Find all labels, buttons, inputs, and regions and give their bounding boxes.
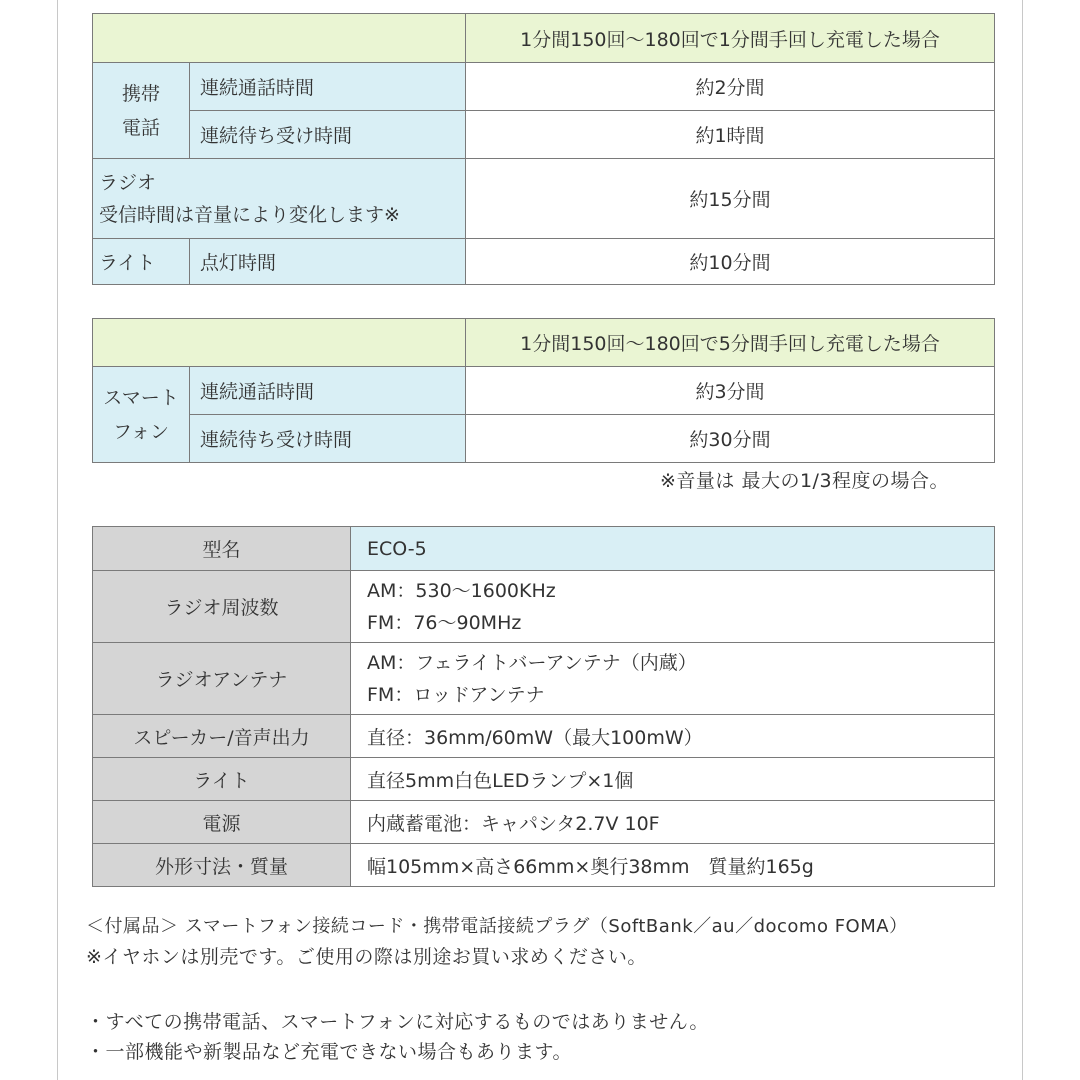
spec-label-power: 電源 bbox=[93, 801, 351, 844]
spec-label-model: 型名 bbox=[93, 527, 351, 571]
spec-label-dimensions: 外形寸法・質量 bbox=[93, 844, 351, 887]
spec-label-radio-antenna: ラジオアンテナ bbox=[93, 643, 351, 715]
charge-condition-header: 1分間150回〜180回で5分間手回し充電した場合 bbox=[466, 319, 995, 367]
spec-value-power: 内蔵蓄電池：キャパシタ2.7V 10F bbox=[351, 801, 995, 844]
spec-value-light: 直径5mm白色LEDランプ×1個 bbox=[351, 758, 995, 801]
earphone-note: ※イヤホンは別売です。ご使用の際は別途お買い求めください。 bbox=[86, 946, 647, 968]
spec-label-speaker: スピーカー/音声出力 bbox=[93, 715, 351, 758]
charging-note: ・一部機能や新製品など充電できない場合もあります。 bbox=[86, 1041, 572, 1063]
row-label-standby-time: 連続待ち受け時間 bbox=[190, 415, 466, 463]
compatibility-note: ・すべての携帯電話、スマートフォンに対応するものではありません。 bbox=[86, 1011, 709, 1033]
spec-label-radio-frequency: ラジオ周波数 bbox=[93, 571, 351, 643]
row-value-standby-time: 約1時間 bbox=[466, 111, 995, 159]
row-value-talk-time: 約3分間 bbox=[466, 367, 995, 415]
row-value-talk-time: 約2分間 bbox=[466, 63, 995, 111]
group-smartphone: スマート フォン bbox=[93, 367, 190, 463]
row-value-radio: 約15分間 bbox=[466, 159, 995, 239]
spec-value-radio-antenna: AM：フェライトバーアンテナ（内蔵） FM：ロッドアンテナ bbox=[351, 643, 995, 715]
row-value-light-time: 約10分間 bbox=[466, 239, 995, 285]
row-label-light-time: 点灯時間 bbox=[190, 239, 466, 285]
notes-block bbox=[86, 912, 908, 1067]
row-label-standby-time: 連続待ち受け時間 bbox=[190, 111, 466, 159]
spec-value-speaker: 直径：36mm/60mW（最大100mW） bbox=[351, 715, 995, 758]
volume-footnote: ※音量は 最大の1/3程度の場合。 bbox=[660, 470, 950, 492]
spec-table bbox=[92, 526, 995, 887]
row-label-talk-time: 連続通話時間 bbox=[190, 367, 466, 415]
group-mobile-phone: 携帯 電話 bbox=[93, 63, 190, 159]
row-label-radio: ラジオ 受信時間は音量により変化します※ bbox=[93, 159, 466, 239]
charge-condition-header: 1分間150回〜180回で1分間手回し充電した場合 bbox=[466, 14, 995, 63]
charge-table-1min bbox=[92, 13, 995, 285]
spec-value-radio-frequency: AM：530〜1600KHz FM：76〜90MHz bbox=[351, 571, 995, 643]
spec-value-model: ECO-5 bbox=[351, 527, 995, 571]
accessories-note: ＜付属品＞ スマートフォン接続コード・携帯電話接続プラグ（SoftBank／au／docomo FOMA） bbox=[86, 916, 908, 937]
header-blank bbox=[93, 14, 466, 63]
header-blank bbox=[93, 319, 466, 367]
row-label-talk-time: 連続通話時間 bbox=[190, 63, 466, 111]
group-light: ライト bbox=[93, 239, 190, 285]
charge-table-5min bbox=[92, 318, 995, 463]
row-value-standby-time: 約30分間 bbox=[466, 415, 995, 463]
spec-label-light: ライト bbox=[93, 758, 351, 801]
spec-value-dimensions: 幅105mm×高さ66mm×奥行38mm 質量約165g bbox=[351, 844, 995, 887]
